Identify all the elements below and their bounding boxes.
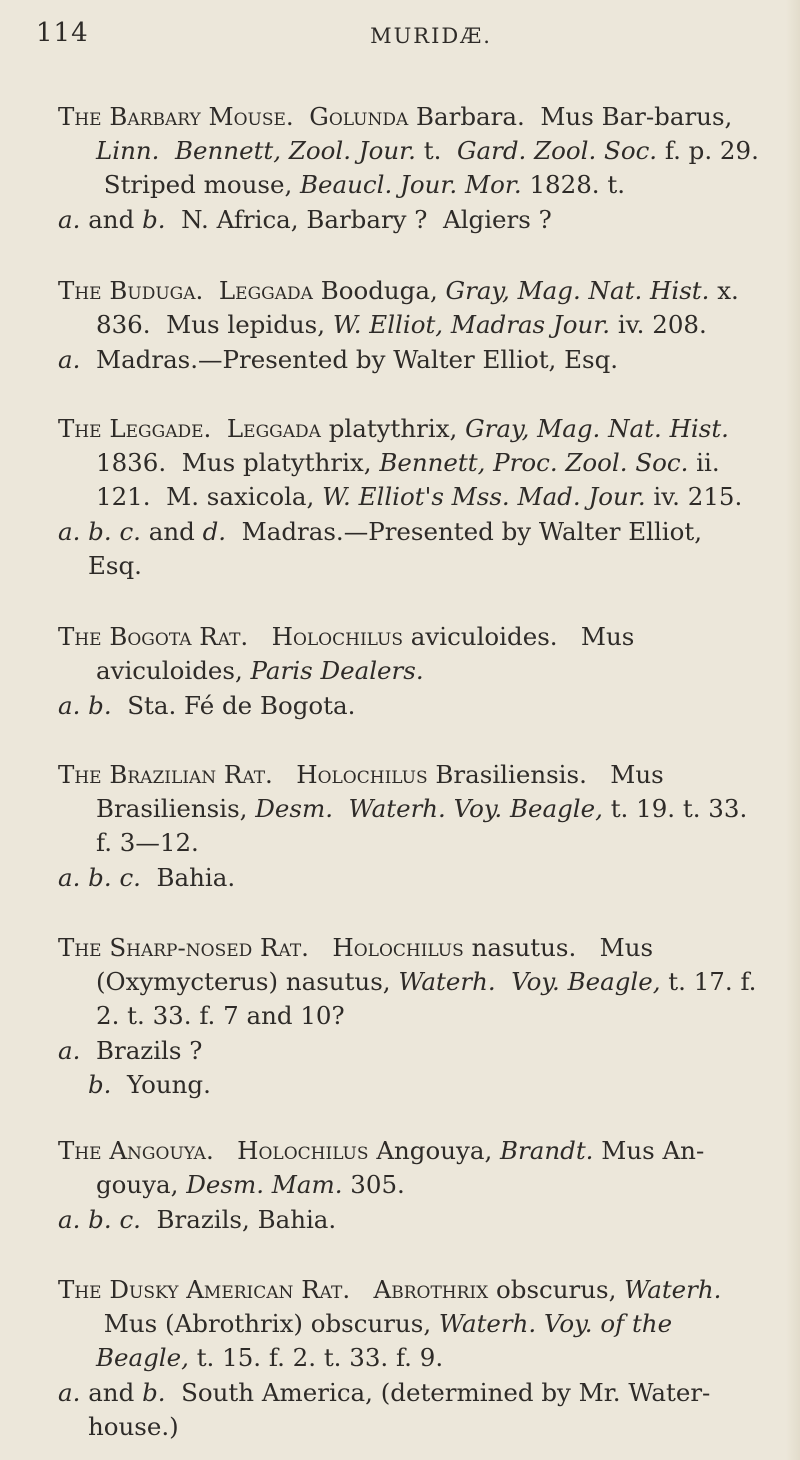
specimen-list: a. b. c. Brazils, Bahia. [58, 1205, 337, 1234]
species-entry-sharp-nosed-rat [58, 931, 763, 1102]
species-description: The Angouya. Holochilus Angouya, Brandt. Mus An-gouya, Desm. Mam. 305. [58, 1136, 705, 1199]
page-header [36, 14, 756, 64]
species-entry-angouya [58, 1134, 763, 1237]
species-description: The Dusky American Rat. Abrothrix obscurus, Waterh. Mus (Abrothrix) obscurus, Waterh. Voy. of the Beagle, t. 15. f. 2. t. 33. f. 9. [58, 1275, 722, 1372]
species-entry-dusky-american-rat [58, 1273, 763, 1444]
specimen-list: a. b. Sta. Fé de Bogota. [58, 691, 356, 720]
species-description: The Bogota Rat. Holochilus aviculoides. Mus aviculoides, Paris Dealers. [58, 622, 635, 685]
species-description: The Brazilian Rat. Holochilus Brasiliensis. Mus Brasiliensis, Desm. Waterh. Voy. Beagle, t. 19. t. 33. f. 3—12. [58, 760, 748, 857]
species-entry-barbary-mouse [58, 100, 763, 237]
specimen-list: a. b. c. Bahia. [58, 863, 236, 892]
species-entry-brazilian-rat [58, 758, 763, 895]
species-description: The Leggade. Leggada platythrix, Gray, Mag. Nat. Hist. 1836. Mus platythrix, Bennett, Proc. Zool. Soc. ii. 121. M. saxicola, W. Elliot's Mss. Mad. Jour. iv. 215. [58, 414, 743, 511]
species-description: The Buduga. Leggada Booduga, Gray, Mag. Nat. Hist. x. 836. Mus lepidus, W. Elliot, Madras Jour. iv. 208. [58, 276, 739, 339]
species-description: The Sharp-nosed Rat. Holochilus nasutus. Mus (Oxymycterus) nasutus, Waterh. Voy. Beagle, t. 17. f. 2. t. 33. f. 7 and 10? [58, 933, 757, 1030]
species-entry-leggade [58, 412, 763, 583]
page-number: 114 [36, 18, 89, 48]
species-description: The Barbary Mouse. Golunda Barbara. Mus Bar-barus, Linn. Bennett, Zool. Jour. t. Gard. Zool. Soc. f. p. 29. Striped mouse, Beaucl. Jour. Mor. 1828. t. [58, 102, 759, 199]
specimen-list: a. b. c. and d. Madras.—Presented by Walter Elliot, Esq. [58, 517, 703, 580]
specimen-list: a. Madras.—Presented by Walter Elliot, Esq. [58, 345, 619, 374]
page-edge-shadow [786, 0, 800, 1460]
specimen-list: a. Brazils ? b. Young. [58, 1036, 211, 1099]
species-entry-buduga [58, 274, 763, 377]
specimen-list: a. and b. South America, (determined by Mr. Water-house.) [58, 1378, 711, 1441]
species-entry-bogota-rat [58, 620, 763, 723]
running-head: MURIDÆ. [370, 24, 492, 48]
specimen-list: a. and b. N. Africa, Barbary ? Algiers ? [58, 205, 552, 234]
